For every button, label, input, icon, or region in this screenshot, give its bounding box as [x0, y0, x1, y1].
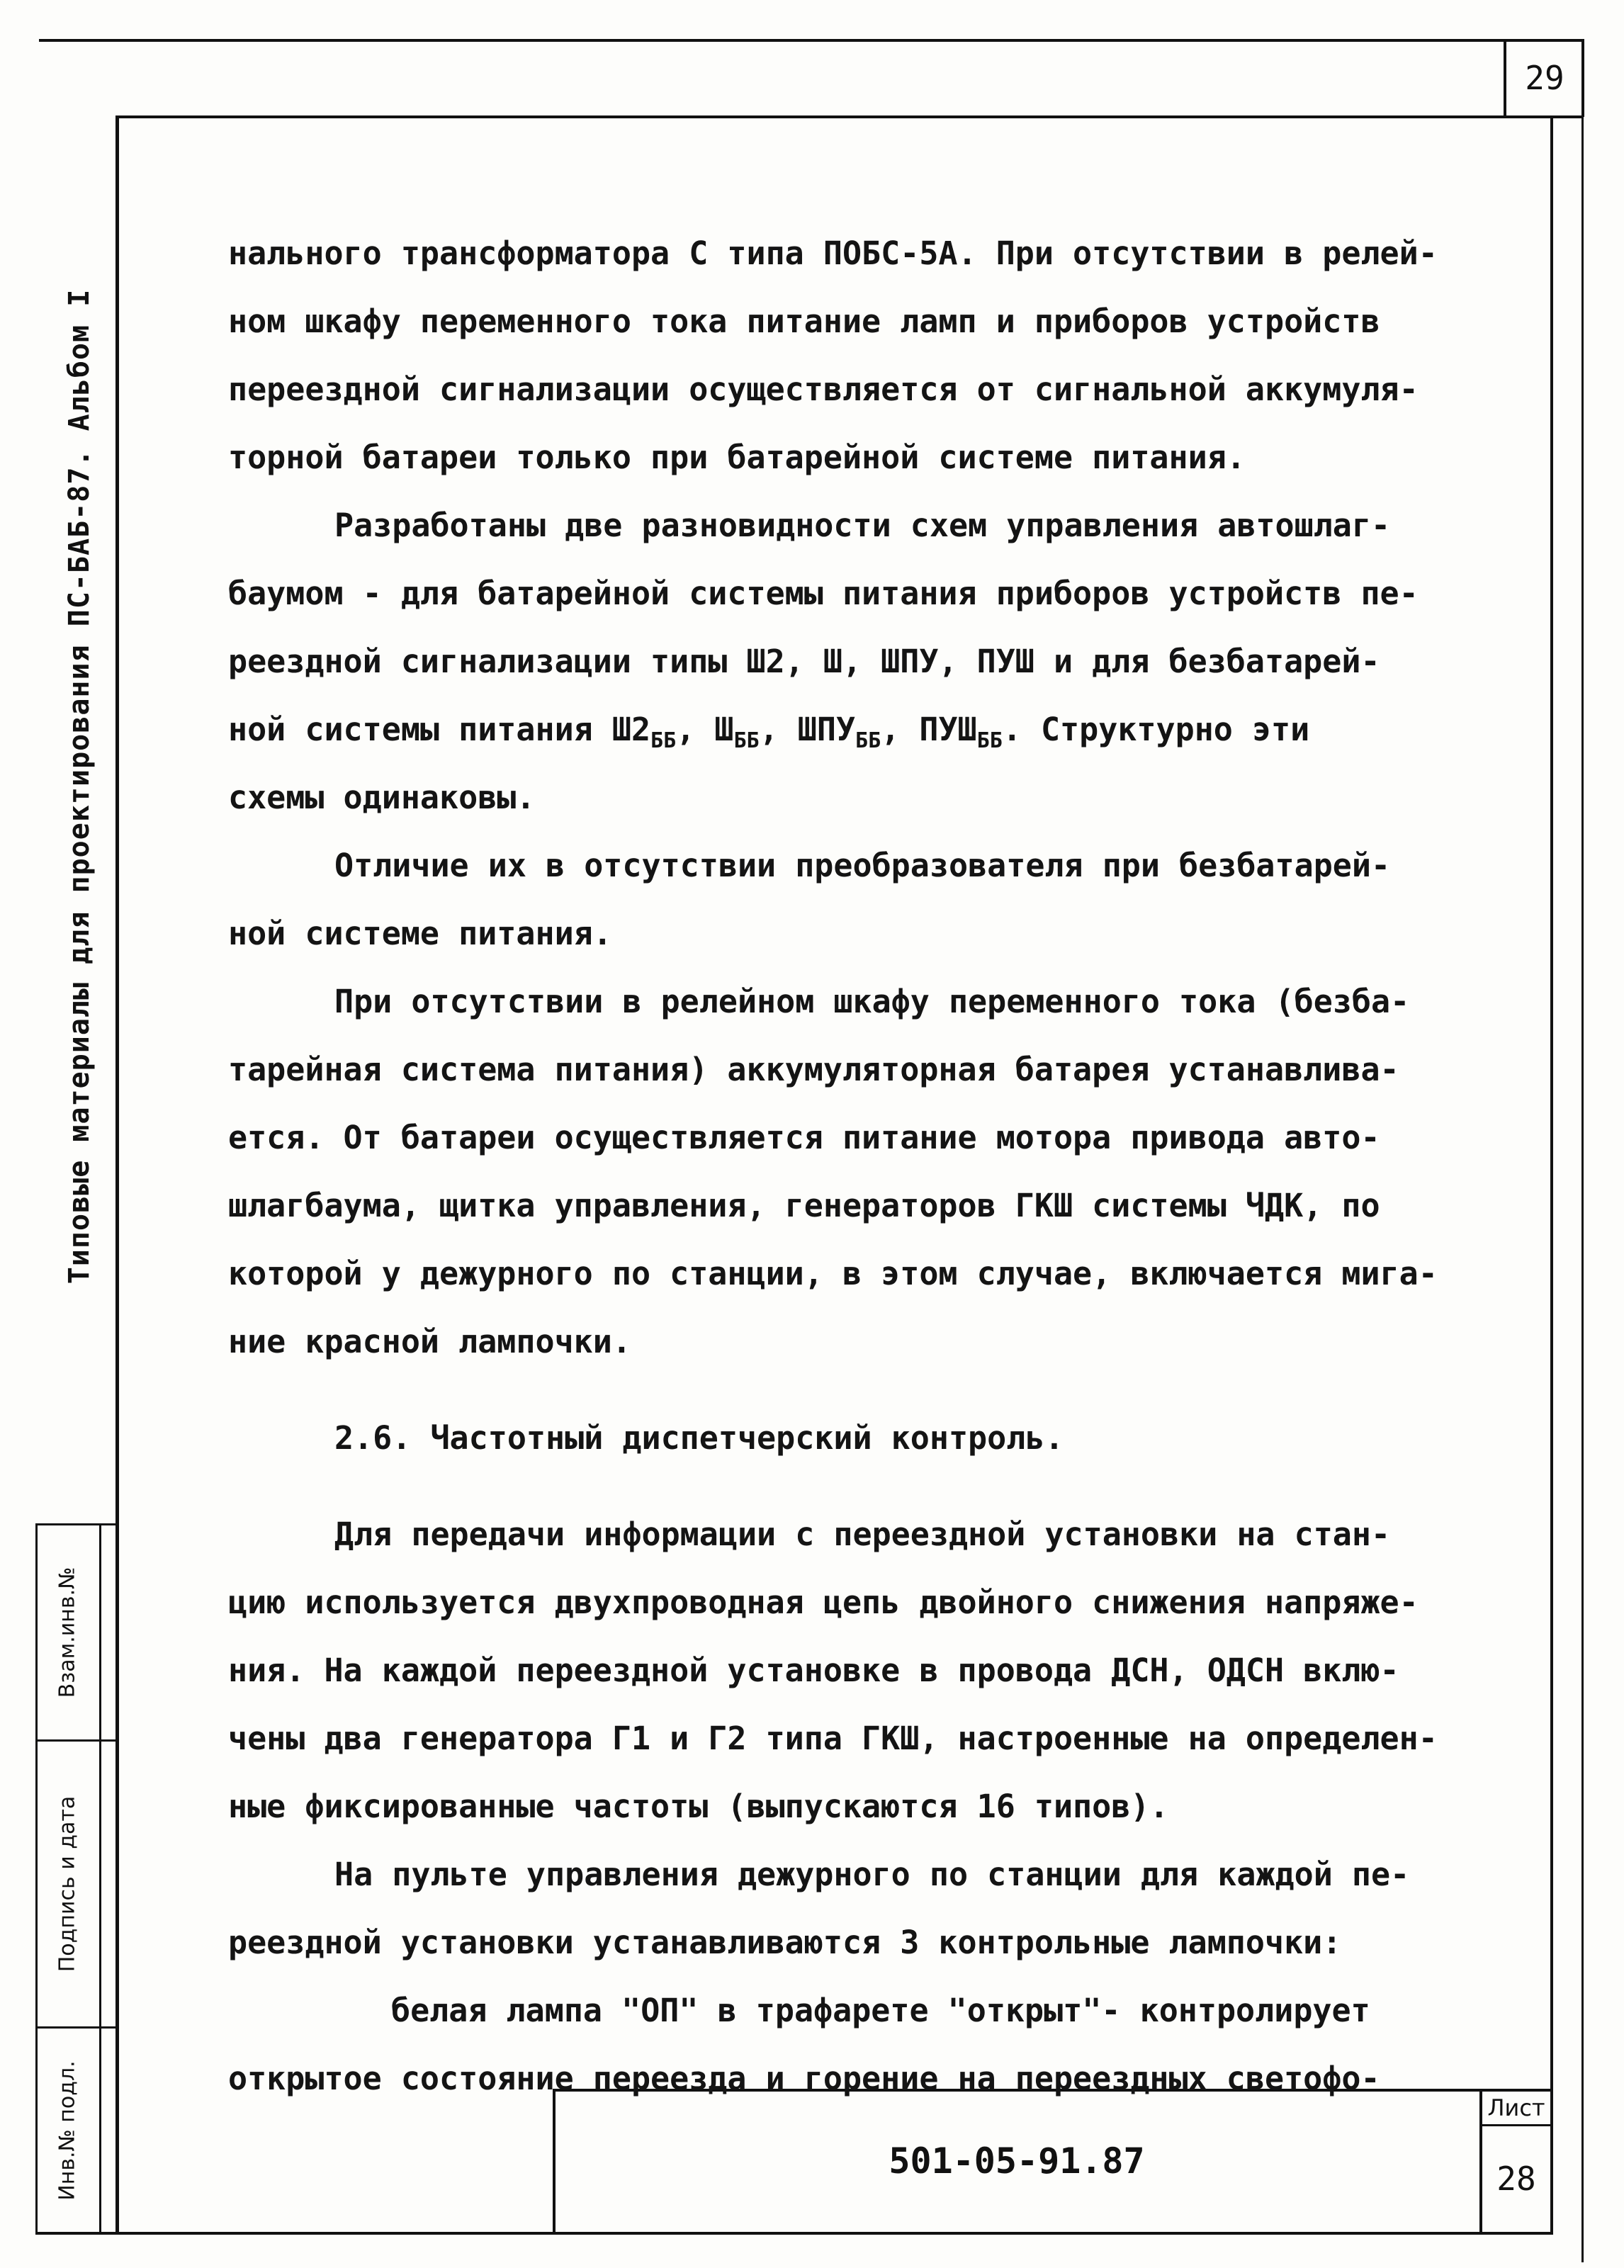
- text-span: Для передачи информации с переездной установки на стан-: [334, 1516, 1391, 1553]
- formula-d: ПУШ: [919, 711, 977, 748]
- text-line: реездной сигнализации типы Ш2, Ш, ШПУ, ПУШ и для безбатарей-: [228, 643, 1380, 680]
- formula-sub: ББ: [733, 728, 760, 753]
- frame-left: [115, 115, 119, 2234]
- stamp-label-replace-inv: Взам.инв.№: [55, 1567, 80, 1698]
- text-line: которой у дежурного по станции, в этом случае, включается мига-: [228, 1255, 1438, 1292]
- stamp-cell-original-inv: [35, 2029, 99, 2232]
- sheet-number: 28: [1496, 2160, 1536, 2198]
- text-line: чены два генератора Г1 и Г2 типа ГКШ, настроенные на определен-: [228, 1720, 1438, 1757]
- outer-right-edge: [1581, 115, 1584, 2262]
- text-line: цию используется двухпроводная цепь двойного снижения напряже-: [228, 1584, 1419, 1621]
- stamp-label-original-inv: Инв.№ подл.: [55, 2060, 80, 2201]
- text-span: ной системы питания: [228, 711, 593, 748]
- text-line: [228, 1841, 1504, 1909]
- text-line: тарейная система питания) аккумуляторная батарея устанавлива-: [228, 1051, 1399, 1088]
- text-line: [228, 832, 1504, 900]
- top-rule: [39, 39, 1584, 42]
- side-album-title: Типовые материалы для проектирования ПС-БАБ-87. Альбом I: [63, 288, 96, 1285]
- heading-text: 2.6. Частотный диспетчерский контроль.: [334, 1419, 1064, 1457]
- text-line: схемы одинаковы.: [228, 779, 536, 816]
- text-span: На пульте управления дежурного по станции для каждой пе-: [334, 1856, 1410, 1893]
- frame-right: [1550, 115, 1553, 2234]
- text-line: нального трансформатора С типа ПОБС-5А. При отсутствии в релей-: [228, 235, 1438, 272]
- text-line: ном шкафу переменного тока питание ламп и приборов устройств: [228, 303, 1380, 340]
- main-text: [228, 220, 1504, 2113]
- text-line: шлагбаума, щитка управления, генераторов ГКШ системы ЧДК, по: [228, 1187, 1380, 1224]
- text-line: ние красной лампочки.: [228, 1323, 631, 1360]
- formula-tail: . Структурно эти: [1002, 711, 1310, 748]
- formula-b: Ш: [714, 711, 734, 748]
- document-code: 501-05-91.87: [889, 2140, 1145, 2182]
- text-line: [228, 492, 1504, 560]
- text-span: Отличие их в отсутствии преобразователя при безбатарей-: [334, 847, 1391, 884]
- text-line: переездной сигнализации осуществляется от сигнальной аккумуля-: [228, 371, 1419, 408]
- sheet-label: Лист: [1487, 2094, 1545, 2121]
- text-line: торной батареи только при батарейной системе питания.: [228, 439, 1246, 476]
- text-span: При отсутствии в релейном шкафу переменного тока (безба-: [334, 983, 1410, 1020]
- text-line: баумом - для батарейной системы питания приборов устройств пе-: [228, 575, 1419, 612]
- formula-sep: ,: [881, 711, 920, 748]
- text-span: белая лампа "ОП" в трафарете "открыт"- контролирует: [391, 1992, 1370, 2029]
- formula-sep: ,: [759, 711, 798, 748]
- text-line: реездной установки устанавливаются 3 контрольные лампочки:: [228, 1924, 1342, 1961]
- stamp-cell-replace-inv: [35, 1525, 99, 1739]
- formula-sep: ,: [676, 711, 715, 748]
- formula-sub: ББ: [855, 728, 881, 753]
- stamp-label-signature: Подпись и дата: [55, 1795, 80, 1973]
- text-line: [228, 1977, 1504, 2045]
- formula-line: [228, 696, 1504, 764]
- text-line: ется. От батареи осуществляется питание мотора привода авто-: [228, 1119, 1380, 1156]
- frame-top: [117, 115, 1584, 118]
- frame-bottom: [35, 2232, 1553, 2235]
- formula-a: Ш2: [611, 711, 651, 748]
- text-line: ния. На каждой переездной установке в провода ДСН, ОДСН вклю-: [228, 1652, 1399, 1689]
- stamp-cell-signature: [35, 1742, 99, 2026]
- top-page-number: 29: [1525, 59, 1564, 97]
- formula-c: ШПУ: [797, 711, 856, 748]
- formula-sub: ББ: [650, 728, 677, 753]
- text-span: Разработаны две разновидности схем управления автошлаг-: [334, 507, 1391, 544]
- text-line: ные фиксированные частоты (выпускаются 16 типов).: [228, 1788, 1169, 1825]
- text-line: [228, 1501, 1504, 1569]
- text-line: открытое состояние переезда и горение на переездных светофо-: [228, 2060, 1380, 2097]
- section-heading: [228, 1404, 1504, 1472]
- text-line: ной системе питания.: [228, 915, 612, 952]
- formula-sub: ББ: [976, 728, 1003, 753]
- stamp-inner-vertical: [99, 1523, 101, 2234]
- text-line: [228, 968, 1504, 1036]
